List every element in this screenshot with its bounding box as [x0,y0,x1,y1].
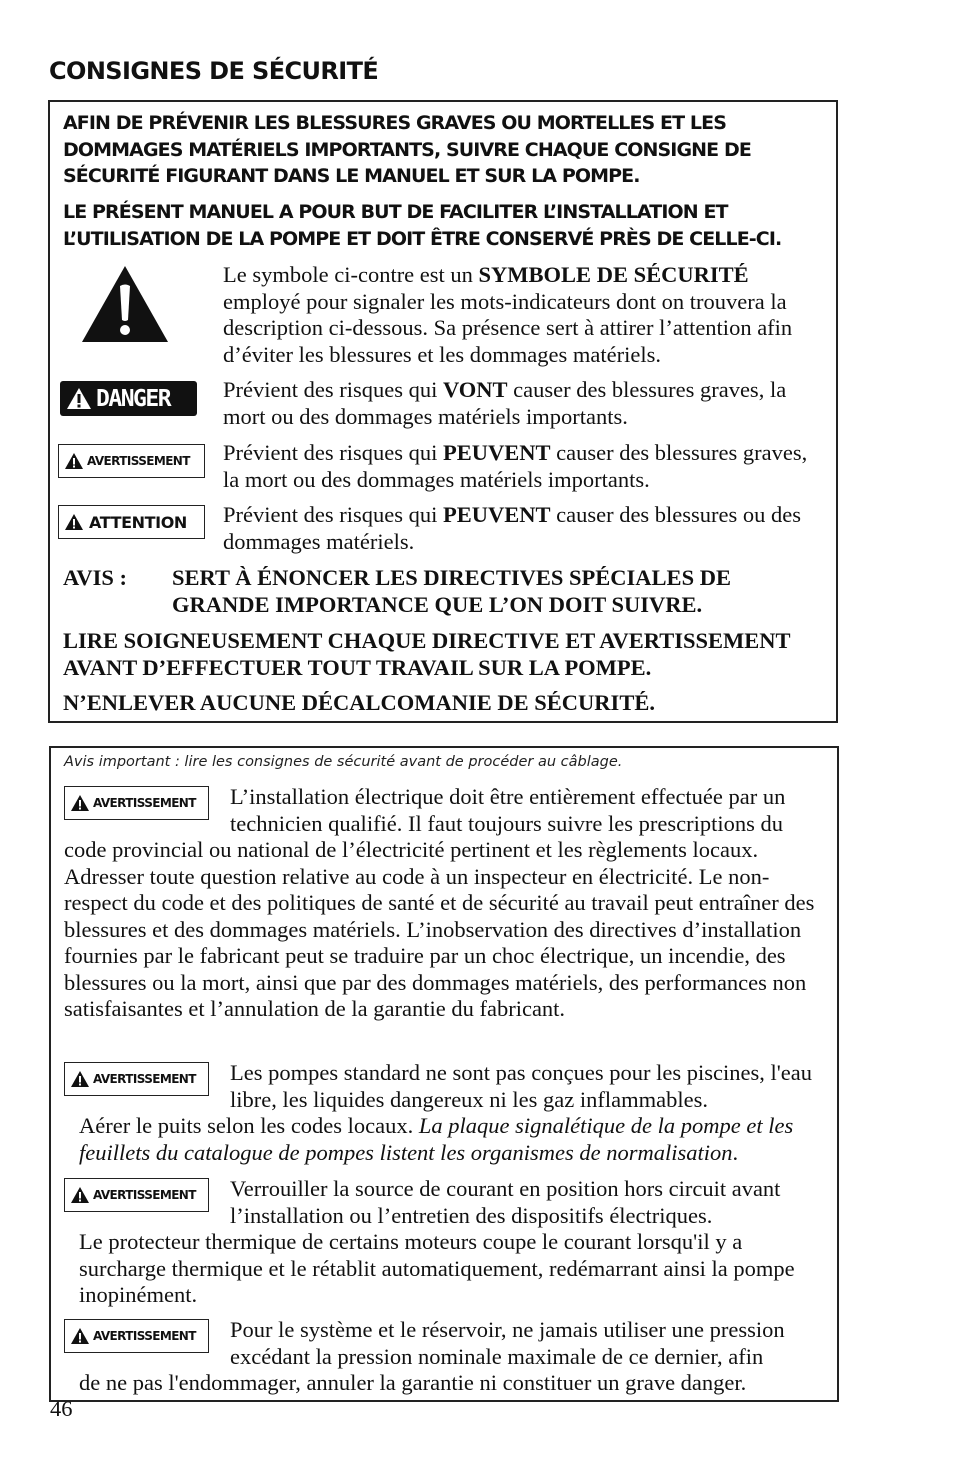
safety-alert-symbol-icon [80,264,170,344]
power-lockout-warning [64,1176,826,1309]
warning-triangle-icon [70,794,90,812]
wiring-caption: Avis important : lire les consignes de sécurité avant de procéder au câblage. [64,754,623,770]
warning-text: Pour le système et le réservoir, ne jamais utiliser une pression excédant la pression nominale maximale de ce dernier, afin [230,1317,785,1369]
warning-description: Prévient des risques qui PEUVENT causer des blessures graves, la mort ou des dommages matériels importants. [223,440,808,492]
electrical-installation-warning [64,784,826,1023]
decal-notice: N’ENLEVER AUCUNE DÉCALCOMANIE DE SÉCURITÉ. [63,690,655,715]
warning-badge [64,1178,209,1212]
safety-instructions-box [48,100,838,723]
warning-continuation: Aérer le puits selon les codes locaux. La plaque signalétique de la pompe et les feuillets du catalogue de pompes listent les organismes de normalisation. [79,1113,794,1165]
read-instructions-notice: LIRE SOIGNEUSEMENT CHAQUE DIRECTIVE ET AVERTISSEMENT AVANT D’EFFECTUER TOUT TRAVAIL SUR LA POMPE. [63,628,791,680]
caution-description: Prévient des risques qui PEUVENT causer des blessures ou des dommages matériels. [223,502,802,554]
danger-description: Prévient des risques qui VONT causer des blessures graves, la mort ou des dommages matériels importants. [223,377,787,429]
warning-badge-label: AVERTISSEMENT [87,454,190,468]
warning-badge-label: AVERTISSEMENT [93,1187,196,1202]
warning-text: Verrouiller la source de courant en position hors circuit avant l’installation ou l’entretien des dispositifs électriques. [230,1176,781,1228]
wiring-warnings-box [49,746,839,1402]
warning-badge [58,444,205,478]
warning-triangle-icon [64,513,84,531]
warning-text: L’installation électrique doit être entièrement effectuée par un technicien qualifié. Il faut toujours suivre les prescriptions du code provincial ou national de l’électricité pertinent et les règlements locaux. Adresser toute question relative au code à un inspecteur en électricité. Le non-respect du code et des politiques de santé et de sécurité au travail peut entraîner des blessures et des dommages matériels. L’inobservation des directives d’installation fournies par le fabricant peut se traduire par un choc électrique, un incendie, des blessures ou la mort, ainsi que par des dommages matériels, des performances non satisfaisantes et l’annulation de la garantie du fabricant. [64,784,815,1021]
warning-badge [64,1062,209,1096]
warning-badge [64,786,209,820]
warning-badge [64,1319,209,1353]
warning-triangle-icon [66,387,92,410]
safety-symbol-description: Le symbole ci-contre est un SYMBOLE DE SÉCURITÉ employé pour signaler les mots-indicateurs dont on trouvera la description ci-dessous. Sa présence sert à attirer l’attention afin d’éviter les blessures et les dommages matériels. [223,262,793,367]
manual-purpose-text: LE PRÉSENT MANUEL A POUR BUT DE FACILITER L’INSTALLATION ET L’UTILISATION DE LA POMPE ET DOIT ÊTRE CONSERVÉ PRÈS DE CELLE-CI. [63,201,782,250]
danger-badge-label: DANGER [96,385,171,412]
notice-label: AVIS : [63,565,127,590]
pressure-limit-warning [64,1317,826,1397]
warning-triangle-icon [70,1070,90,1088]
warning-continuation: de ne pas l'endommager, annuler la garantie ni constituer un grave danger. [79,1370,747,1395]
caution-badge [58,505,205,539]
caution-badge-label: ATTENTION [89,512,187,532]
page-number: 46 [50,1396,73,1421]
warning-badge-label: AVERTISSEMENT [93,1328,196,1343]
warning-triangle-icon [64,452,84,470]
page-title: CONSIGNES DE SÉCURITÉ [49,57,379,85]
warning-badge-label: AVERTISSEMENT [93,1071,196,1086]
warning-text: Les pompes standard ne sont pas conçues pour les piscines, l'eau libre, les liquides dangereux ni les gaz inflammables. [230,1060,813,1112]
warning-triangle-icon [70,1327,90,1345]
intro-warning-text: AFIN DE PRÉVENIR LES BLESSURES GRAVES OU MORTELLES ET LES DOMMAGES MATÉRIELS IMPORTANTS, SUIVRE CHAQUE CONSIGNE DE SÉCURITÉ FIGURANT DANS LE MANUEL ET SUR LA POMPE. [63,112,751,187]
notice-description: SERT À ÉNONCER LES DIRECTIVES SPÉCIALES DE GRANDE IMPORTANCE QUE L’ON DOIT SUIVRE. [172,565,731,617]
warning-continuation: Le protecteur thermique de certains moteurs coupe le courant lorsqu'il y a surcharge thermique et le rétablit automatiquement, redémarrant ainsi la pompe inopinément. [79,1229,795,1307]
warning-badge-label: AVERTISSEMENT [93,795,196,810]
warning-triangle-icon [70,1186,90,1204]
pump-usage-warning [64,1060,826,1166]
danger-badge [60,381,197,416]
